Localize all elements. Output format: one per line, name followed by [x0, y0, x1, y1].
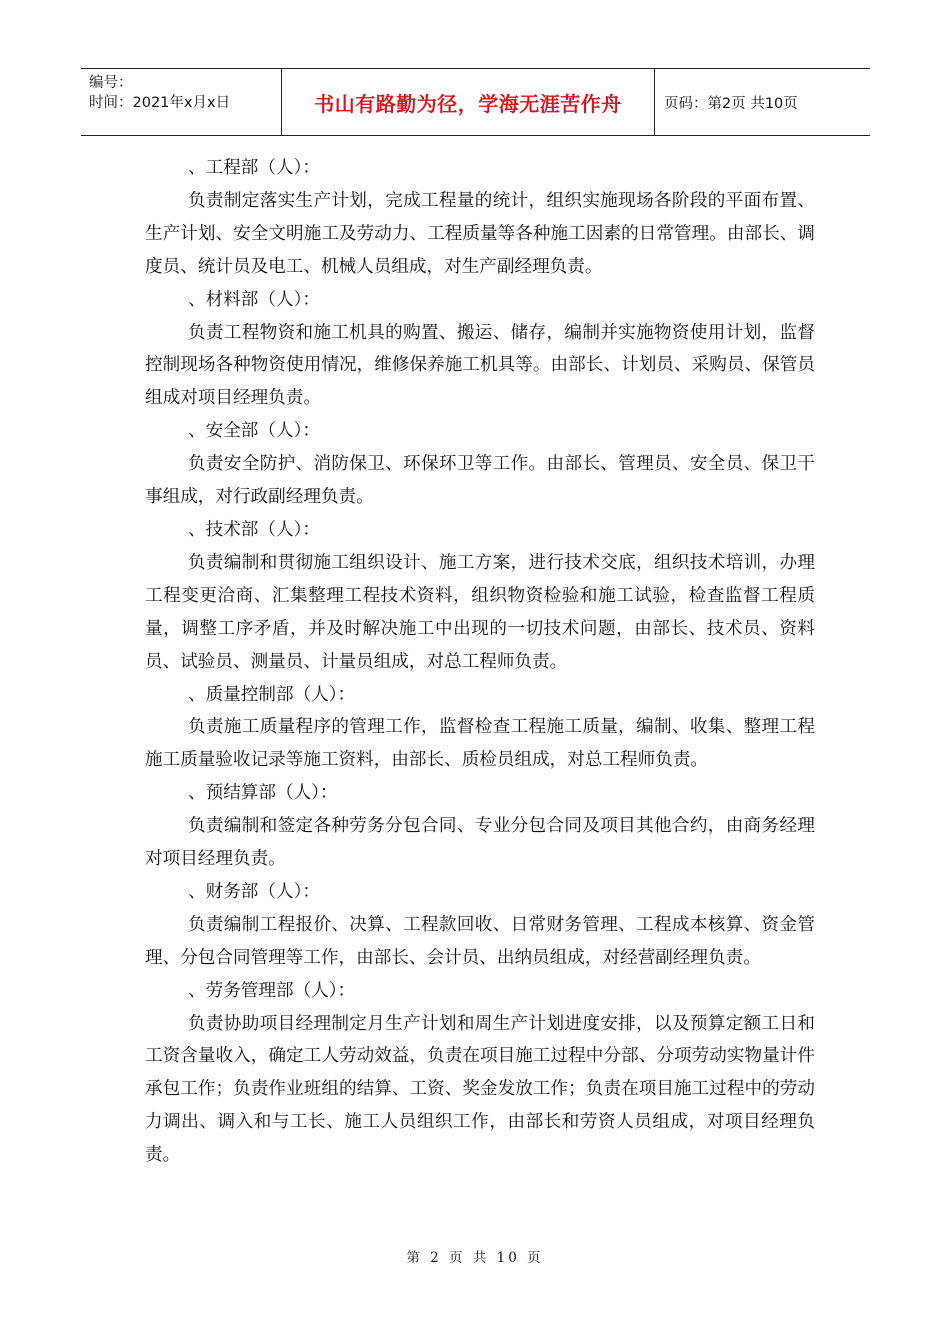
- header-page-number: 页码：第2页 共10页: [664, 95, 798, 112]
- page-header: [81, 68, 870, 136]
- document-body: [145, 152, 815, 1172]
- section-heading: 、技术部（人）：: [188, 519, 320, 540]
- section-paragraph: 负责施工质量程序的管理工作，监督检查工程施工质量，编制、收集、整理工程施工质量验收记录等施工资料，由部长、质检员组成，对总工程师负责。: [145, 717, 815, 771]
- section-heading: 、预结算部（人）：: [188, 783, 338, 804]
- section-heading: 、工程部（人）：: [188, 158, 320, 178]
- section-engineering: [145, 152, 815, 284]
- header-motto: 书山有路勤为径，学海无涯苦作舟: [282, 69, 655, 135]
- document-date: 时间：2021年x月x日: [89, 95, 231, 111]
- section-quality-control: [145, 679, 815, 778]
- section-paragraph: 负责协助项目经理制定月生产计划和周生产计划进度安排，以及预算定额工日和工资含量收入，确定工人劳动效益，负责在项目施工过程中分部、分项劳动实物量计件承包工作；负责作业班组的结算、工资、奖金发放工作；负责在项目施工过程中的劳动力调出、调入和与工长、施工人员组织工作，由部长和劳资人员组成，对项目经理负责。: [145, 1013, 815, 1166]
- document-number: 编号：: [89, 75, 133, 91]
- section-materials: [145, 284, 815, 416]
- section-heading: 、劳务管理部（人）：: [188, 980, 356, 1001]
- section-safety: [145, 415, 815, 514]
- page-footer: 第 2 页 共 10 页: [406, 1250, 544, 1266]
- section-paragraph: 负责制定落实生产计划，完成工程量的统计，组织实施现场各阶段的平面布置、生产计划、安全文明施工及劳动力、工程质量等各种施工因素的日常管理。由部长、调度员、统计员及电工、机械人员组成，对生产副经理负责。: [145, 190, 815, 277]
- section-heading: 、质量控制部（人）：: [188, 684, 356, 705]
- section-heading: 、材料部（人）：: [188, 289, 320, 310]
- section-paragraph: 负责安全防护、消防保卫、环保环卫等工作。由部长、管理员、安全员、保卫干事组成，对行政副经理负责。: [145, 454, 815, 508]
- section-paragraph: 负责编制和签定各种劳务分包合同、专业分包合同及项目其他合约，由商务经理对项目经理负责。: [145, 816, 815, 870]
- header-meta: [81, 69, 282, 135]
- section-paragraph: 负责编制和贯彻施工组织设计、施工方案，进行技术交底，组织技术培训，办理工程变更洽商、汇集整理工程技术资料，组织物资检验和施工试验，检查监督工程质量，调整工序矛盾，并及时解决施工中出现的一切技术问题，由部长、技术员、资料员、试验员、测量员、计量员组成，对总工程师负责。: [145, 552, 815, 672]
- section-labor-management: [145, 975, 815, 1172]
- section-paragraph: 负责编制工程报价、决算、工程款回收、日常财务管理、工程成本核算、资金管理、分包合同管理等工作，由部长、会计员、出纳员组成，对经营副经理负责。: [145, 914, 815, 968]
- section-paragraph: 负责工程物资和施工机具的购置、搬运、储存，编制并实施物资使用计划，监督控制现场各种物资使用情况，维修保养施工机具等。由部长、计划员、采购员、保管员组成对项目经理负责。: [145, 322, 815, 409]
- section-heading: 、安全部（人）：: [188, 421, 320, 442]
- section-heading: 、财务部（人）：: [188, 881, 320, 902]
- section-technical: [145, 514, 815, 679]
- section-finance: [145, 876, 815, 975]
- section-budget-settlement: [145, 777, 815, 876]
